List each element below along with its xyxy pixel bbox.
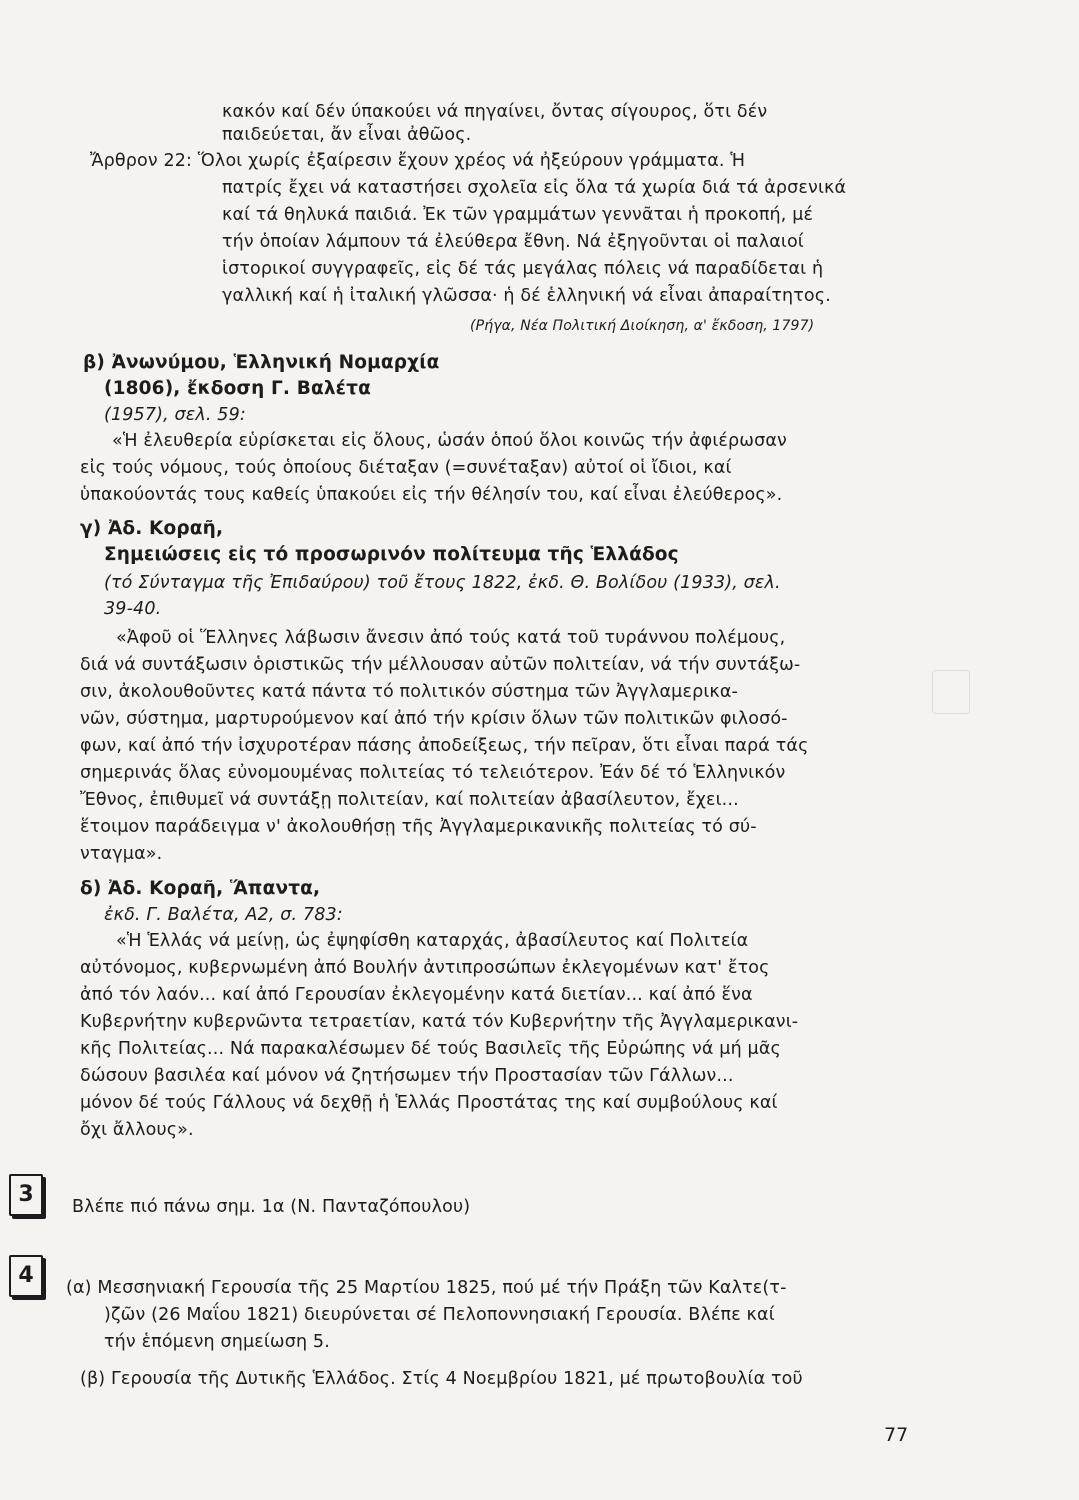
text-line: ὑπακούοντάς τους καθείς ὑπακούει εἰς τήν θέλησίν του, καί εἶναι ἐλεύθερος».	[80, 485, 783, 505]
source-reference: (1957), σελ. 59:	[104, 405, 246, 425]
source-reference: ἐκδ. Γ. Βαλέτα, Α2, σ. 783:	[104, 905, 343, 925]
text-line: κακόν καί δέν ύπακούει νά πηγαίνει, ὄντας σίγουρος, ὅτι δέν	[222, 102, 768, 122]
text-line: ὄχι ἄλλους».	[80, 1120, 194, 1140]
text-line: νταγμα».	[80, 844, 163, 864]
section-heading: (1806), ἔκδοση Γ. Βαλέτα	[104, 378, 371, 399]
source-reference: 39-40.	[104, 599, 162, 619]
citation: (Ρήγα, Νέα Πολιτική Διοίκηση, α' ἔκδοση, 1797)	[470, 318, 815, 334]
note-text: (α) Μεσσηνιακή Γερουσία τῆς 25 Μαρτίου 1825, πού μέ τήν Πράξη τῶν Καλτε(τ-	[66, 1278, 787, 1298]
text-line: γαλλική καί ἡ ἰταλική γλῶσσα· ἡ δέ ἑλληνική νά εἶναι ἀπαραίτητος.	[222, 286, 831, 306]
text-line: Ἄρθρον 22: Ὅλοι χωρίς ἐξαίρεσιν ἔχουν χρέος νά ἠξεύρουν γράμματα. Ἡ	[90, 151, 746, 171]
text-line: καί τά θηλυκά παιδιά. Ἐκ τῶν γραμμάτων γεννᾶται ἡ προκοπή, μέ	[222, 205, 814, 225]
margin-mark	[932, 670, 970, 714]
text-line: αὐτόνομος, κυβερνωμένη ἀπό Βουλήν ἀντιπροσώπων ἐκλεγομένων κατ' ἔτος	[80, 958, 770, 978]
page-number: 77	[884, 1424, 909, 1446]
text-line: δώσουν βασιλέα καί μόνον νά ζητήσωμεν τήν Προστασίαν τῶν Γάλλων...	[80, 1066, 734, 1086]
text-line: ἱστορικοί συγγραφεῖς, εἰς δέ τάς μεγάλας πόλεις νά παραδίδεται ἡ	[222, 259, 824, 279]
text-line: «Ἡ Ἑλλάς νά μείνῃ, ὡς ἐψηφίσθη καταρχάς, ἀβασίλευτος καί Πολιτεία	[116, 931, 749, 951]
text-line: «Ἀφοῦ οἱ Ἕλληνες λάβωσιν ἄνεσιν ἀπό τούς κατά τοῦ τυράννου πολέμους,	[116, 628, 786, 648]
text-line: εἰς τούς νόμους, τούς ὁποίους διέταξαν (=συνέταξαν) αὐτοί οἱ ἴδιοι, καί	[80, 458, 732, 478]
text-line: νῶν, σύστημα, μαρτυρούμενον καί ἀπό τήν κρίσιν ὅλων τῶν πολιτικῶν φιλοσό-	[80, 709, 788, 729]
note-text: )ζῶν (26 Μαΐου 1821) διευρύνεται σέ Πελοποννησιακή Γερουσία. Βλέπε καί	[104, 1305, 775, 1325]
text-line: ἕτοιμον παράδειγμα ν' ἀκολουθήσῃ τῆς Ἀγγλαμερικανικῆς πολιτείας τό σύ-	[80, 817, 757, 837]
section-heading: β) Ἀνωνύμου, Ἑλληνική Νομαρχία	[83, 352, 440, 373]
section-heading: δ) Ἀδ. Κοραῆ, Ἅπαντα,	[80, 878, 321, 899]
text-line: «Ἡ ἐλευθερία εὑρίσκεται εἰς ὅλους, ὡσάν ὁπού ὅλοι κοινῶς τήν ἀφιέρωσαν	[112, 431, 787, 451]
text-line: κῆς Πολιτείας... Νά παρακαλέσωμεν δέ τούς Βασιλεῖς τῆς Εὐρώπης νά μή μᾶς	[80, 1039, 781, 1059]
section-heading: Σημειώσεις εἰς τό προσωρινόν πολίτευμα τῆς Ἑλλάδος	[104, 544, 679, 565]
source-reference: (τό Σύνταγμα τῆς Ἐπιδαύρου) τοῦ ἔτους 1822, ἐκδ. Θ. Βολίδου (1933), σελ.	[104, 573, 781, 593]
text-line: τήν ὁποίαν λάμπουν τά ἐλεύθερα ἔθνη. Νά ἐξηγοῦνται οἱ παλαιοί	[222, 232, 804, 252]
note-text: Βλέπε πιό πάνω σημ. 1α (Ν. Πανταζόπουλου)	[72, 1197, 471, 1217]
text-line: Ἔθνος, ἐπιθυμεῖ νά συντάξῃ πολιτείαν, καί πολιτείαν ἀβασίλευτον, ἔχει...	[80, 790, 739, 810]
note-text: (β) Γερουσία τῆς Δυτικῆς Ἑλλάδος. Στίς 4 Νοεμβρίου 1821, μέ πρωτοβουλία τοῦ	[80, 1369, 803, 1389]
text-line: ἀπό τόν λαόν... καί ἀπό Γερουσίαν ἐκλεγομένην κατά διετίαν... καί ἀπό ἕνα	[80, 985, 753, 1005]
text-line: Κυβερνήτην κυβερνῶντα τετραετίαν, κατά τόν Κυβερνήτην τῆς Ἀγγλαμερικανι-	[80, 1012, 799, 1032]
text-line: μόνον δέ τούς Γάλλους νά δεχθῇ ἡ Ἑλλάς Προστάτας της καί συμβούλους καί	[80, 1093, 778, 1113]
note-number-badge: 3	[9, 1174, 43, 1216]
note-number-badge: 4	[9, 1255, 43, 1297]
text-line: πατρίς ἔχει νά καταστήσει σχολεῖα εἰς ὅλα τά χωρία διά τά ἀρσενικά	[222, 178, 847, 198]
text-line: φων, καί ἀπό τήν ἰσχυροτέραν πάσης ἀποδείξεως, τήν πεῖραν, ὅτι εἶναι παρά τάς	[80, 736, 809, 756]
text-line: παιδεύεται, ἄν εἶναι ἀθῶος.	[222, 125, 472, 145]
section-heading: γ) Ἀδ. Κοραῆ,	[80, 518, 224, 539]
text-line: σιν, ἀκολουθοῦντες κατά πάντα τό πολιτικόν σύστημα τῶν Ἀγγλαμερικα-	[80, 682, 739, 702]
text-line: διά νά συντάξωσιν ὁριστικῶς τήν μέλλουσαν αὐτῶν πολιτείαν, νά τήν συντάξω-	[80, 655, 801, 675]
note-text: τήν ἑπόμενη σημείωση 5.	[104, 1332, 330, 1352]
text-line: σημερινάς ὅλας εὐνομουμένας πολιτείας τό τελειότερον. Ἐάν δέ τό Ἑλληνικόν	[80, 763, 786, 783]
